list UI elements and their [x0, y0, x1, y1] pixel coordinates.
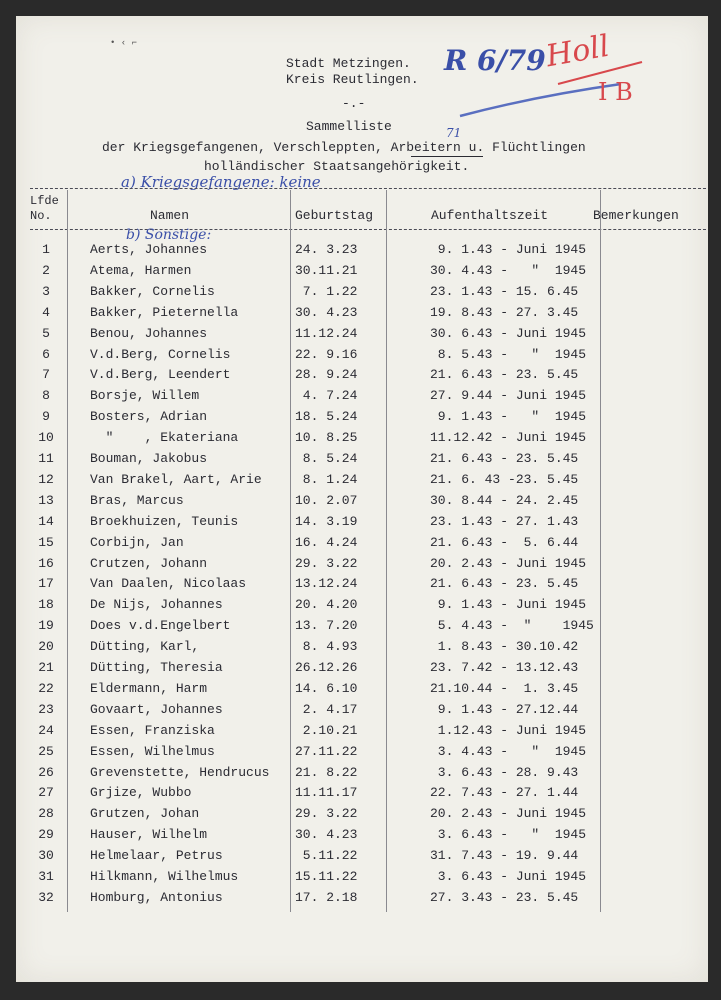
table-row: [16, 472, 708, 492]
row-birthdate: 30. 4.23: [295, 827, 358, 843]
column-header-stay: Aufenthaltszeit: [431, 208, 549, 223]
row-number: 5: [42, 325, 50, 341]
table-row: [16, 765, 708, 785]
column-header-name: Namen: [150, 208, 190, 223]
table-row: [16, 890, 708, 910]
row-number: 9: [42, 409, 50, 425]
row-number: 11: [38, 451, 54, 466]
underline-arbeitern: [411, 156, 483, 157]
row-birthdate: 14. 3.19: [295, 513, 358, 529]
row-name: Dütting, Karl,: [90, 639, 200, 655]
table-row: [16, 806, 708, 826]
row-name: Broekhuizen, Teunis: [90, 513, 239, 529]
row-name: Atema, Harmen: [90, 262, 192, 278]
city-line: Stadt Metzingen.: [286, 56, 411, 71]
row-stay: 20. 2.43 - Juni 1945: [430, 806, 587, 822]
row-stay: 27. 9.44 - Juni 1945: [430, 388, 587, 404]
row-birthdate: 14. 6.10: [295, 680, 358, 696]
row-birthdate: 4. 7.24: [295, 388, 358, 404]
table-top-rule: [30, 188, 706, 189]
row-number: 8: [42, 388, 50, 404]
table-row: [16, 535, 708, 555]
row-stay: 9. 1.43 - " 1945: [430, 409, 587, 425]
row-birthdate: 13. 7.20: [295, 618, 358, 634]
table-row: [16, 284, 708, 304]
handwritten-number: 71: [446, 126, 462, 140]
row-name: Van Daalen, Nicolaas: [90, 576, 247, 592]
row-birthdate: 20. 4.20: [295, 597, 358, 613]
row-birthdate: 8. 4.93: [295, 639, 358, 655]
table-row: [16, 597, 708, 617]
document-subtitle-2: holländischer Staatsangehörigkeit.: [204, 159, 470, 174]
column-header-birth: Geburtstag: [295, 208, 374, 223]
row-name: Essen, Franziska: [90, 722, 215, 738]
table-row: [16, 639, 708, 659]
table-row: [16, 556, 708, 576]
row-birthdate: 11.11.17: [295, 785, 358, 801]
row-birthdate: 16. 4.24: [295, 534, 358, 550]
table-row: [16, 869, 708, 889]
row-name: Bakker, Cornelis: [90, 283, 215, 299]
table-row: [16, 430, 708, 450]
row-name: Bras, Marcus: [90, 492, 184, 508]
row-number: 25: [38, 743, 54, 759]
row-number: 20: [38, 639, 54, 655]
handwritten-note-a: a) Kriegsgefangene: keine: [121, 173, 321, 191]
row-name: Borsje, Willem: [90, 388, 200, 404]
row-stay: 11.12.42 - Juni 1945: [430, 430, 587, 446]
row-stay: 5. 4.43 - " 1945: [430, 618, 594, 634]
row-stay: 3. 6.43 - " 1945: [430, 827, 587, 843]
table-row: [16, 576, 708, 596]
row-stay: 3. 6.43 - 28. 9.43: [430, 764, 579, 780]
row-birthdate: 8. 5.24: [295, 451, 358, 466]
table-row: [16, 827, 708, 847]
row-stay: 3. 6.43 - Juni 1945: [430, 869, 587, 884]
table-row: [16, 681, 708, 701]
row-name: " , Ekateriana: [90, 430, 239, 446]
row-number: 21: [38, 660, 54, 675]
handwritten-holl: Holl: [543, 28, 612, 75]
district-line: Kreis Reutlingen.: [286, 72, 419, 87]
row-birthdate: 10. 2.07: [295, 492, 358, 508]
row-stay: 20. 2.43 - Juni 1945: [430, 555, 587, 571]
row-number: 12: [38, 471, 54, 487]
row-birthdate: 27.11.22: [295, 743, 358, 759]
row-stay: 21. 6.43 - 5. 6.44: [430, 534, 579, 550]
row-number: 27: [38, 785, 54, 801]
row-stay: 1.12.43 - Juni 1945: [430, 722, 587, 738]
corner-mark: • ‹ ⌐: [110, 38, 138, 48]
row-number: 31: [38, 869, 54, 884]
row-birthdate: 5.11.22: [295, 848, 358, 864]
handwritten-note-b: b) Sonstige:: [126, 227, 212, 243]
row-stay: 27. 3.43 - 23. 5.45: [430, 889, 579, 905]
row-birthdate: 26.12.26: [295, 660, 358, 675]
row-name: Corbijn, Jan: [90, 534, 184, 550]
row-number: 28: [38, 806, 54, 822]
document-title: Sammelliste: [306, 119, 392, 134]
row-birthdate: 30. 4.23: [295, 304, 358, 320]
table-row: [16, 451, 708, 471]
row-number: 4: [42, 304, 50, 320]
row-number: 23: [38, 701, 54, 717]
row-number: 32: [38, 889, 54, 905]
handwritten-signature-blue: R 6/79: [444, 44, 546, 77]
row-stay: 30. 4.43 - " 1945: [430, 262, 587, 278]
row-birthdate: 18. 5.24: [295, 409, 358, 425]
row-name: De Nijs, Johannes: [90, 597, 223, 613]
table-row: [16, 514, 708, 534]
table-row: [16, 305, 708, 325]
table-row: [16, 263, 708, 283]
table-row: [16, 347, 708, 367]
row-name: Grjize, Wubbo: [90, 785, 192, 801]
row-name: Essen, Wilhelmus: [90, 743, 215, 759]
table-row: [16, 660, 708, 680]
row-number: 14: [38, 513, 54, 529]
row-birthdate: 7. 1.22: [295, 283, 358, 299]
row-stay: 21. 6. 43 -23. 5.45: [430, 471, 579, 487]
row-birthdate: 8. 1.24: [295, 471, 358, 487]
row-name: Grutzen, Johan: [90, 806, 200, 822]
row-name: Benou, Johannes: [90, 325, 208, 341]
row-name: Helmelaar, Petrus: [90, 848, 223, 864]
row-stay: 23. 1.43 - 27. 1.43: [430, 513, 579, 529]
document-page: [16, 16, 708, 982]
row-stay: 3. 4.43 - " 1945: [430, 743, 587, 759]
row-name: Homburg, Antonius: [90, 889, 223, 905]
table-row: [16, 493, 708, 513]
table-row: [16, 242, 708, 262]
table-row: [16, 848, 708, 868]
row-name: Govaart, Johannes: [90, 701, 223, 717]
row-stay: 21.10.44 - 1. 3.45: [430, 680, 579, 696]
row-name: Eldermann, Harm: [90, 680, 208, 696]
row-birthdate: 11.12.24: [295, 325, 358, 341]
row-stay: 9. 1.43 - Juni 1945: [430, 597, 587, 613]
row-stay: 23. 1.43 - 15. 6.45: [430, 283, 579, 299]
row-birthdate: 21. 8.22: [295, 764, 358, 780]
row-number: 2: [42, 262, 50, 278]
row-number: 17: [38, 576, 54, 592]
row-stay: 9. 1.43 - Juni 1945: [430, 242, 587, 257]
row-birthdate: 2. 4.17: [295, 701, 358, 717]
row-stay: 30. 6.43 - Juni 1945: [430, 325, 587, 341]
row-birthdate: 29. 3.22: [295, 555, 358, 571]
row-name: V.d.Berg, Cornelis: [90, 346, 231, 362]
row-birthdate: 24. 3.23: [295, 242, 358, 257]
table-row: [16, 723, 708, 743]
document-subtitle: der Kriegsgefangenen, Verschleppten, Arbeitern u. Flüchtlingen: [102, 140, 586, 155]
row-number: 24: [38, 722, 54, 738]
table-row: [16, 409, 708, 429]
row-name: Aerts, Johannes: [90, 242, 208, 257]
row-number: 30: [38, 848, 54, 864]
row-name: Van Brakel, Aart, Arie: [90, 471, 262, 487]
row-number: 29: [38, 827, 54, 843]
table-row: [16, 744, 708, 764]
row-name: Crutzen, Johann: [90, 555, 208, 571]
column-header-nr: Lfde No.: [30, 194, 59, 223]
row-stay: 21. 6.43 - 23. 5.45: [430, 576, 579, 592]
row-number: 7: [42, 367, 50, 383]
row-stay: 22. 7.43 - 27. 1.44: [430, 785, 579, 801]
row-birthdate: 15.11.22: [295, 869, 358, 884]
row-stay: 9. 1.43 - 27.12.44: [430, 701, 579, 717]
row-number: 15: [38, 534, 54, 550]
row-name: Bosters, Adrian: [90, 409, 208, 425]
row-stay: 31. 7.43 - 19. 9.44: [430, 848, 579, 864]
handwritten-ib: I B: [598, 78, 633, 106]
row-name: Grevenstette, Hendrucus: [90, 764, 270, 780]
row-birthdate: 10. 8.25: [295, 430, 358, 446]
table-row: [16, 388, 708, 408]
row-birthdate: 29. 3.22: [295, 806, 358, 822]
row-birthdate: 2.10.21: [295, 722, 358, 738]
table-row: [16, 618, 708, 638]
row-number: 18: [38, 597, 54, 613]
column-header-remarks: Bemerkungen: [593, 208, 679, 223]
table-row: [16, 785, 708, 805]
row-stay: 30. 8.44 - 24. 2.45: [430, 492, 579, 508]
row-number: 16: [38, 555, 54, 571]
table-row: [16, 702, 708, 722]
row-number: 10: [38, 430, 54, 446]
row-name: Hauser, Wilhelm: [90, 827, 208, 843]
row-stay: 19. 8.43 - 27. 3.45: [430, 304, 579, 320]
row-name: V.d.Berg, Leendert: [90, 367, 231, 383]
row-number: 19: [38, 618, 54, 634]
row-name: Hilkmann, Wilhelmus: [90, 869, 239, 884]
row-number: 3: [42, 283, 50, 299]
row-stay: 8. 5.43 - " 1945: [430, 346, 587, 362]
table-row: [16, 326, 708, 346]
row-birthdate: 17. 2.18: [295, 889, 358, 905]
row-stay: 21. 6.43 - 23. 5.45: [430, 451, 579, 466]
separator: -.-: [342, 96, 366, 111]
row-name: Bakker, Pieternella: [90, 304, 239, 320]
row-stay: 1. 8.43 - 30.10.42: [430, 639, 579, 655]
row-name: Does v.d.Engelbert: [90, 618, 231, 634]
row-stay: 21. 6.43 - 23. 5.45: [430, 367, 579, 383]
row-name: Dütting, Theresia: [90, 660, 223, 675]
row-number: 6: [42, 346, 50, 362]
row-name: Bouman, Jakobus: [90, 451, 208, 466]
row-number: 26: [38, 764, 54, 780]
table-row: [16, 367, 708, 387]
row-birthdate: 13.12.24: [295, 576, 358, 592]
row-birthdate: 30.11.21: [295, 262, 358, 278]
row-number: 1: [42, 242, 50, 257]
row-birthdate: 22. 9.16: [295, 346, 358, 362]
row-birthdate: 28. 9.24: [295, 367, 358, 383]
row-number: 13: [38, 492, 54, 508]
row-stay: 23. 7.42 - 13.12.43: [430, 660, 579, 675]
row-number: 22: [38, 680, 54, 696]
